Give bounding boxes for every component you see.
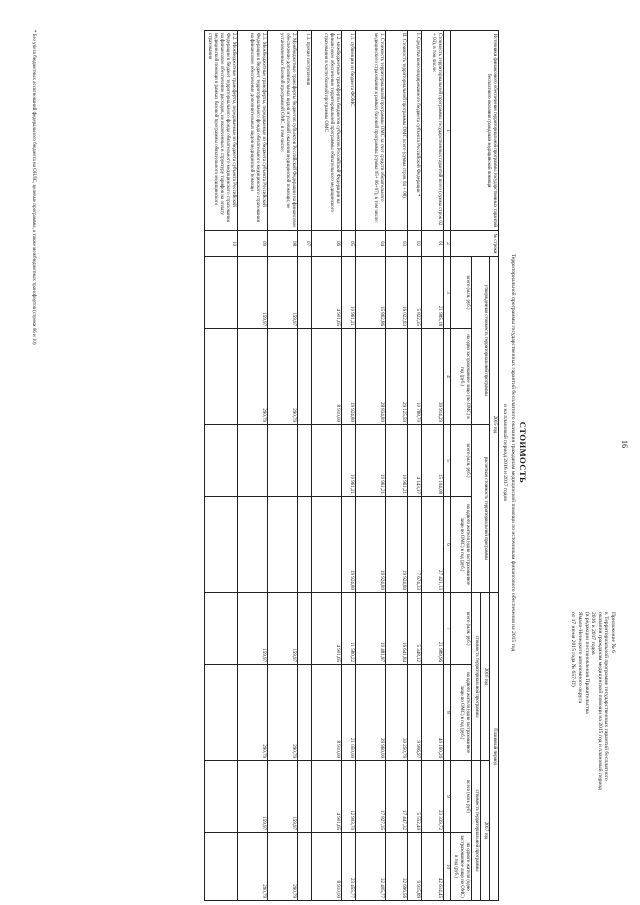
cell-value: 32 696,56 [386,833,408,901]
cell-value: 4 143,37 [408,425,422,497]
appendix-line: от 17 июня 2015 года № 657-П) [570,612,577,687]
cell-value: 8 910,00 [312,665,342,761]
cell-value: 17 827,35 [356,761,386,833]
cell-value [298,425,312,497]
cell-value: 159,97 [268,593,298,665]
cell-value [205,257,238,329]
header-cost-tp-2016: стоимость территориальной программы [472,593,481,761]
column-index: 3 [444,257,451,329]
cell-value: 39 914,29 [422,329,444,425]
header-2015: 2015 год [490,257,499,593]
header-cost-tp-2017: стоимость территориальной программы [472,761,481,901]
cell-value: 19 924,80 [342,329,356,425]
table-row [422,31,444,901]
document-subtitle: Территориальной программы государственных гарантий бесплатного оказания гражданам медицинской помощи по источникам финансового обеспечения на 2015 год [510,253,516,652]
document-subtitle-period: и на плановый период 2016 и 2017 годов [502,404,508,501]
table-row [298,31,312,901]
cell-value: 4 901,65 [312,593,342,665]
header-planned: Плановый период [490,593,499,901]
cell-value: 10 788,70 [408,329,422,425]
cell-value: 10 961,21 [386,425,408,497]
row-label: 2.1. Межбюджетные трансферты, передаваемые из бюджета субъекта Российской Федерации в бюджет территориального фонда обязательного медицинского страхования на финансовое обеспечение дополнительных видов медицинской помощи [238,31,268,231]
column-index: 4 [444,329,451,425]
cell-value: 21 989,96 [422,593,444,665]
cell-value [298,497,312,593]
cell-value: 21 985,18 [422,257,444,329]
cell-value [238,497,268,593]
row-number: 07 [298,231,312,257]
cell-value: 23 339,72 [422,761,444,833]
row-number: 01 [422,231,444,257]
cell-value: 29 960,00 [356,665,386,761]
column-index: 5 [444,425,451,497]
cell-value [312,425,342,497]
column-index: 9 [444,761,451,833]
cell-value: 159,97 [268,257,298,329]
cell-value [268,425,298,497]
cell-value: 8 910,00 [312,329,342,425]
cell-value [205,761,238,833]
document-title: СТОИМОСТЬ [518,421,528,484]
cell-value: 19 924,80 [356,497,386,593]
cell-value: 290,79 [268,329,298,425]
row-number: 06 [312,231,342,257]
row-label: I. Средства консолидированного бюджета субъекта Российской Федерации * [408,31,422,231]
cell-value: 19 924,80 [342,497,356,593]
cell-value [298,329,312,425]
cell-value [298,593,312,665]
row-number: 08 [268,231,298,257]
cell-value: 29 125,59 [386,329,408,425]
cell-value: 12 903,70 [342,761,356,833]
cost-table [204,30,499,901]
table-row [312,31,342,901]
header-total: всего (млн. руб) [451,761,472,833]
header-per-person: на одного жителя (одно застрахованное лицо по ОМС) в год (руб.) [451,665,472,761]
page-number: 16 [620,440,629,448]
appendix-line: (в редакции постановления Правительства [583,612,590,714]
row-number: 02 [408,231,422,257]
row-number: 10 [205,231,238,257]
cell-value: 15 862,86 [356,257,386,329]
table-row [268,31,298,901]
column-index: 1 [444,31,451,231]
header-2017: 2017 год [481,761,490,901]
cell-value: 17 447,32 [386,761,408,833]
header-per-insured: на одно застрахованное лицо (по ОМС) в год (руб.) [451,329,472,425]
appendix-note [570,612,616,892]
table-row [342,31,356,901]
cell-value: 11 580,22 [342,593,356,665]
cell-value: 15 104,08 [422,425,444,497]
column-index: 7 [444,593,451,665]
appendix-line: 2016 и 2017 годов [590,612,597,655]
cell-value: 32 405,77 [356,833,386,901]
row-label: II. Стоимость территориальной программы ОМС всего (сумма строк 04 + 08) [386,31,408,231]
header-approved-cost: утвержденная стоимость территориальной программы [472,257,490,425]
column-index: 8 [444,665,451,761]
appendix-line: Ямало-Ненецкого автономного округа [577,612,584,704]
cell-value: 40 160,26 [422,665,444,761]
cell-value: 28 834,80 [356,329,386,425]
cell-value: 9 915,89 [408,833,422,901]
row-number: 04 [356,231,386,257]
cell-value: 159,97 [268,761,298,833]
cell-value: 159,97 [238,593,268,665]
cell-value [312,497,342,593]
cell-value: 42 614,45 [422,833,444,901]
row-label: 2. Межбюджетные трансферты бюджетов субъектов Российской Федерации на финансовое обеспечение дополнительных видов и условий оказания медицинской помощи, не установленных базовой программой ОМС, в том числе: [268,31,298,231]
header-per-person: на одного жителя (одно застрахованное лицо по ОМС) в год (руб.) [451,497,472,593]
cell-value [205,497,238,593]
cell-value: 5 552,40 [408,761,422,833]
table-row [408,31,422,901]
header-total: всего (млн. руб.) [451,593,472,665]
cell-value [298,257,312,329]
column-index-row [444,31,451,901]
appendix-line: Приложение № 6 [610,612,616,653]
cell-value: 5 348,12 [408,593,422,665]
row-number: 05 [342,231,356,257]
cell-value: 10 961,21 [356,425,386,497]
cell-value: 27 421,13 [422,497,444,593]
cell-value [205,425,238,497]
column-index: 10 [444,833,451,901]
row-number: 03 [386,231,408,257]
row-label: Стоимость территориальной программы государственных гарантий всего (сумма строк 02 + 03), в том числе: [422,31,444,231]
appendix-line: оказания гражданам медицинской помощи на 2015 год и плановый период [596,612,603,790]
cell-value: 16 641,84 [386,593,408,665]
column-index: 6 [444,497,451,593]
cell-value: 5 822,35 [408,257,422,329]
cell-value [298,665,312,761]
appendix-line: к Территориальной программе государственных гарантий бесплатного [603,612,610,781]
table-row [238,31,268,901]
table-row [356,31,386,901]
row-label: 1.1. субвенции из бюджета ФОМС [342,31,356,231]
cell-value: 10 481,87 [356,593,386,665]
row-label: 2.2. Межбюджетные трансферты, передаваемые из бюджета субъекта Российской Федерации в бюджет территориального фонда обязательного медицинского страхования на финансовое обеспечение расходов, не включенных в структуру тарифов на оплату медицинской помощи в рамках базовой программы обязательного медицинского страхования [205,31,238,231]
row-label: 1. Стоимость территориальной программы ОМС за счет средств обязательного медицинского страхования в рамках базовой программы (сумма 05+ 06+07), в том числе: [356,31,386,231]
cell-value: 10 961,21 [342,425,356,497]
cell-value: 290,79 [238,665,268,761]
table-row [205,31,238,901]
cell-value: 23 455,77 [342,833,356,901]
cell-value [298,761,312,833]
row-label: 1.2. межбюджетные трансферты бюджетов субъектов Российской Федерации на финансовое обеспечение территориальной программы обязательного медицинского страхования в части базовой программы ОМС [312,31,342,231]
header-calc-cost: расчетная стоимость территориальной программы [472,425,490,593]
header-row-no: № строки [451,231,499,257]
table-row [386,31,408,901]
cell-value: 9 906,97 [408,665,422,761]
cell-value [205,329,238,425]
footnote: * Без учета бюджетных ассигнований федерального бюджета на ОНЛС, целевые программы, а также межбюджетных трансфертов (строки 06 и 10) [31,30,36,345]
cell-value [268,497,298,593]
cell-value: 290,79 [238,329,268,425]
cell-value: 290,79 [268,833,298,901]
cell-value: 21 050,00 [342,665,356,761]
cell-value: 30 250,79 [386,665,408,761]
cell-value [205,593,238,665]
cell-value: 10 961,21 [342,257,356,329]
cell-value [238,425,268,497]
cell-value: 19 924,80 [386,497,408,593]
header-total: всего (млн. руб.) [451,257,472,329]
cell-value: 4 901,65 [312,761,342,833]
cell-value: 8 910,00 [312,833,342,901]
header-2016: 2016 год [481,593,490,761]
cell-value: 7 674,33 [408,497,422,593]
cell-value [205,665,238,761]
cell-value [298,833,312,901]
header-source: Источники финансового обеспечения территориальной программы государственных гарантий бесплатного оказания гражданам медицинской помощи [451,31,499,231]
cell-value: 16 022,83 [386,257,408,329]
header-per-person: на одного жителя (одно застрахованное лицо по ОМС) в год (руб.) [451,833,472,901]
cell-value: 159,97 [238,257,268,329]
cell-value: 290,79 [238,833,268,901]
header-total: всего (млн. руб.) [451,425,472,497]
row-number: 09 [238,231,268,257]
cell-value [205,833,238,901]
cell-value: 290,79 [268,665,298,761]
column-index: 2 [444,231,451,257]
cell-value: 159,97 [238,761,268,833]
cell-value: 4 901,65 [312,257,342,329]
row-label: 1.3. прочие поступления [298,31,312,231]
